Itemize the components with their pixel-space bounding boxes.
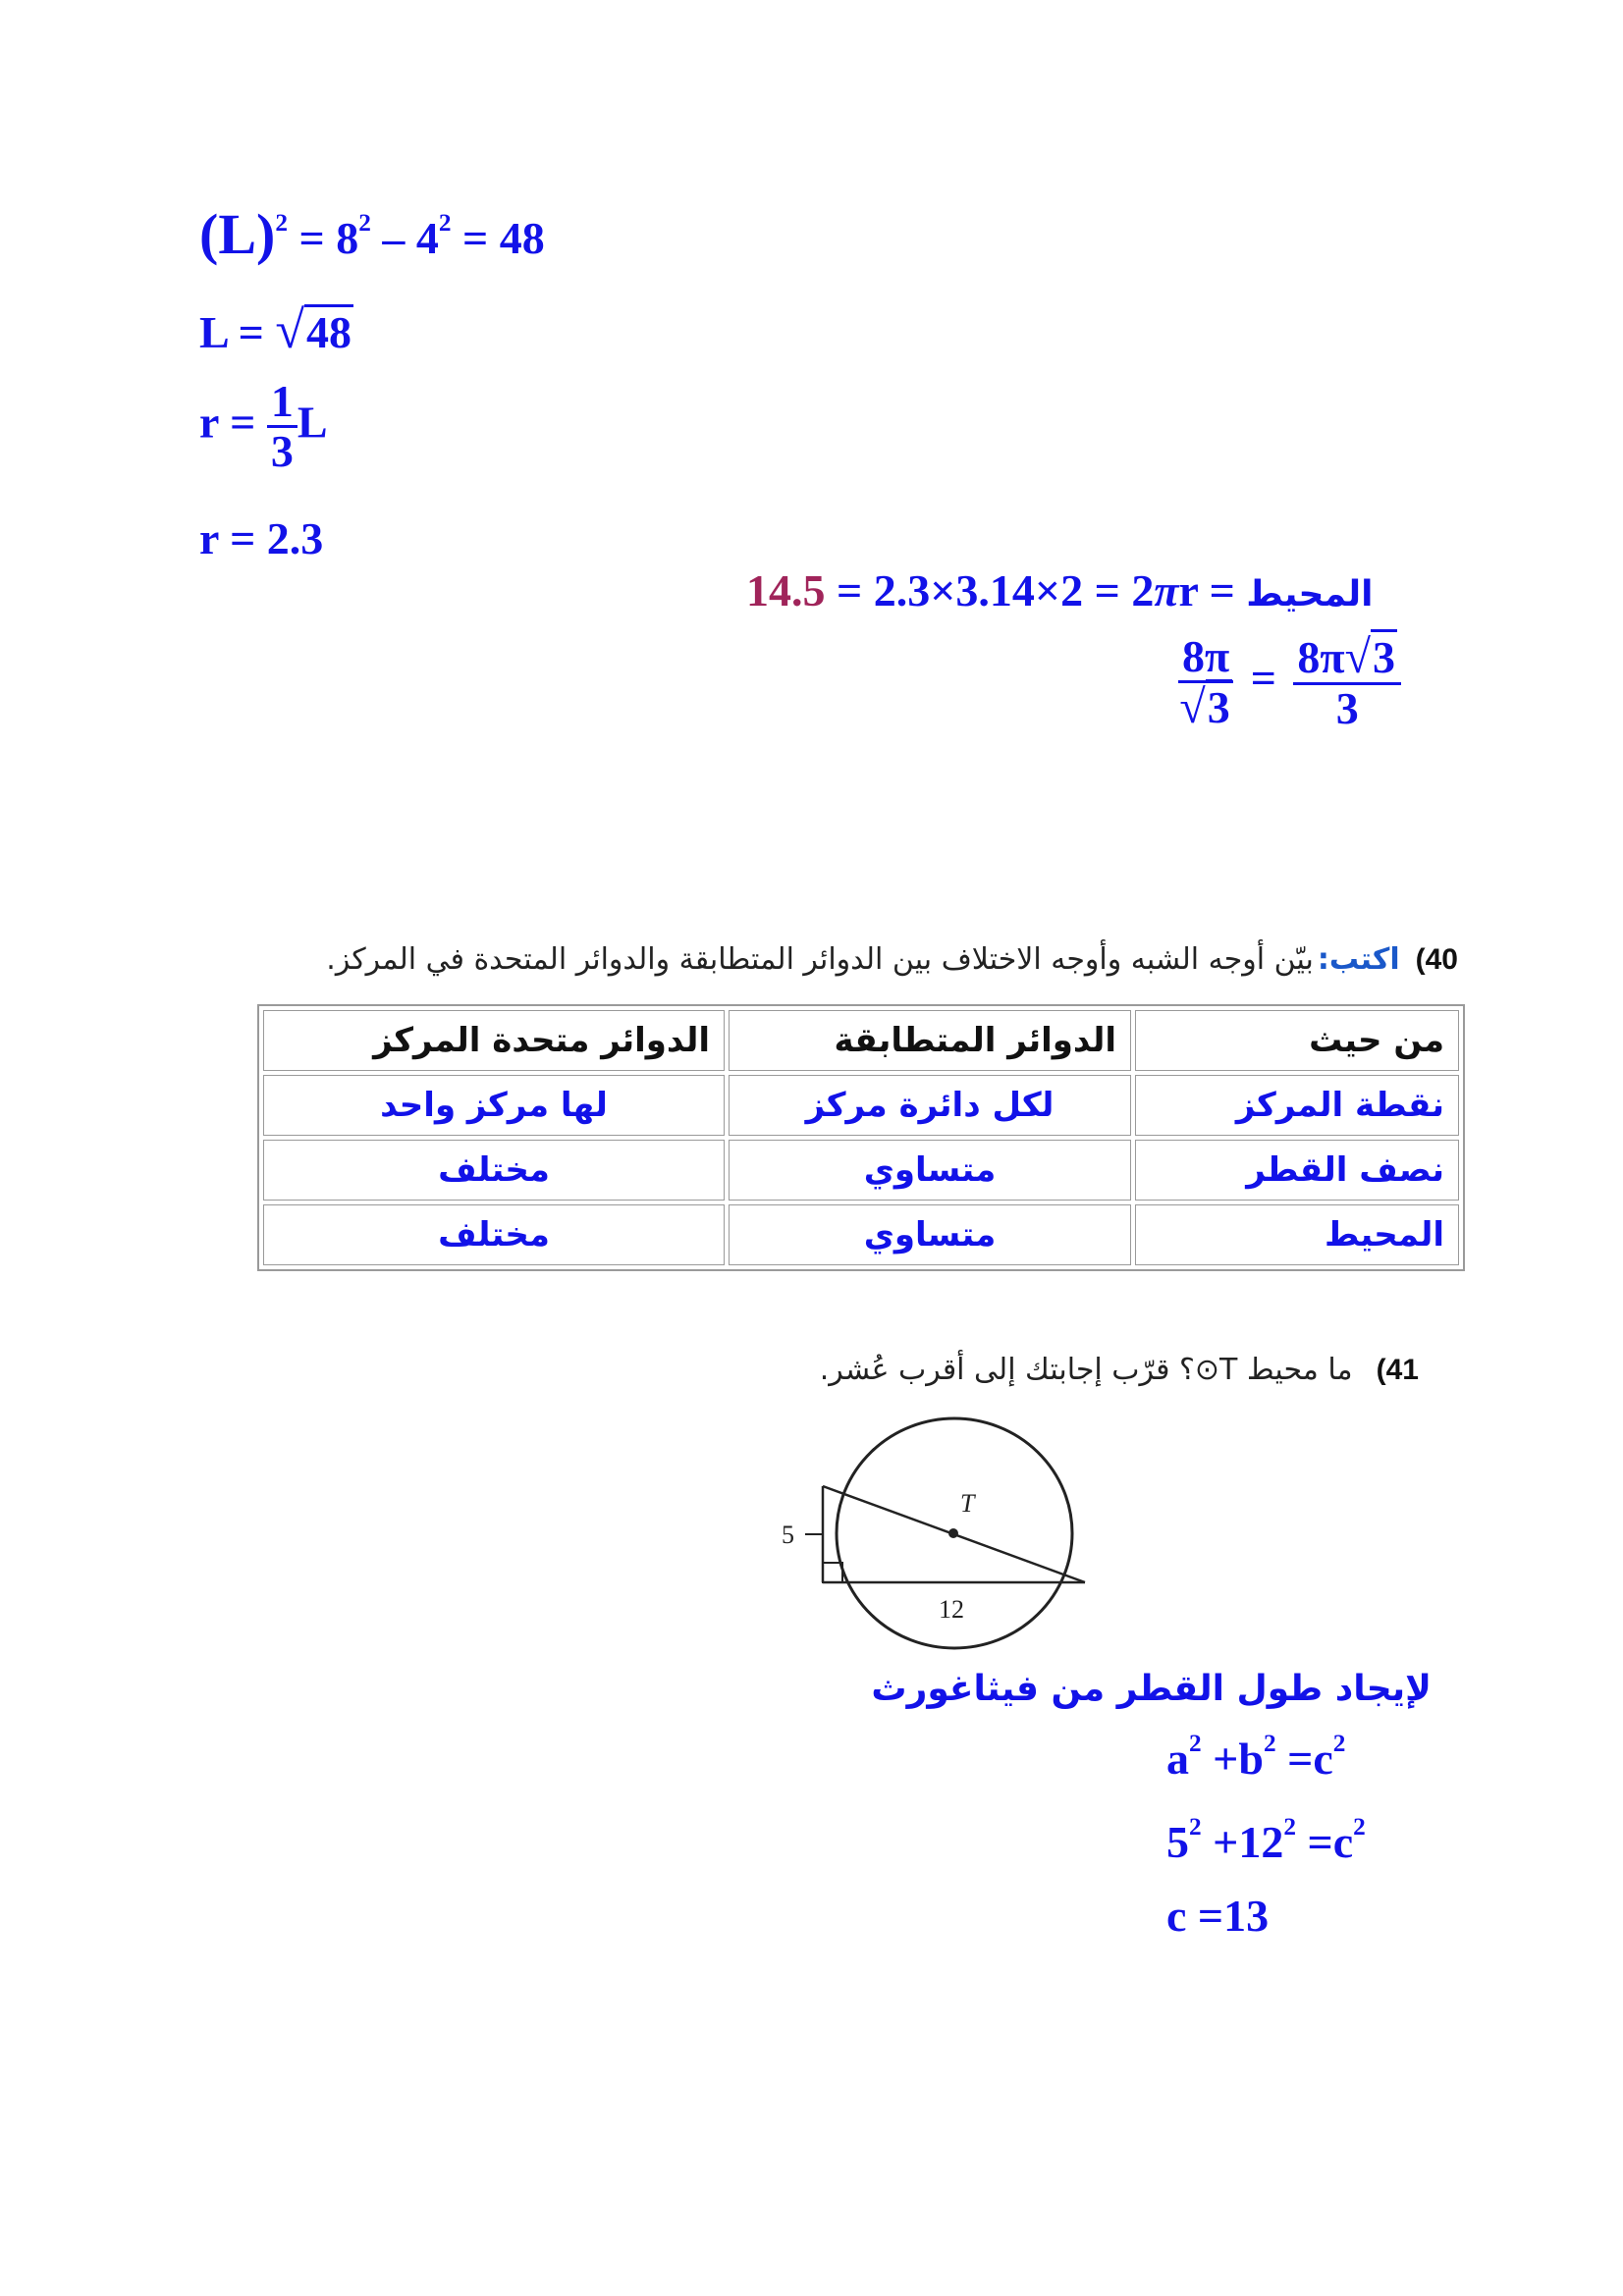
table-header: الدوائر متحدة المركز	[263, 1010, 725, 1071]
question-text: بيّن أوجه الشبه وأوجه الاختلاف بين الدوائر المتطابقة والدوائر المتحدة في المركز.	[326, 942, 1314, 977]
question-number: 41)	[1376, 1354, 1419, 1386]
comparison-table	[257, 1004, 1465, 1271]
table-cell: المحيط	[1135, 1204, 1459, 1265]
circumference-line: 14.5 = 2.3×3.14×2 = 2πr = المحيط	[746, 565, 1374, 615]
side-5-label: 5	[782, 1521, 794, 1549]
question-41	[820, 1353, 1419, 1387]
table-cell: مختلف	[263, 1204, 725, 1265]
result-value: 14.5	[746, 565, 826, 615]
table-cell: نقطة المركز	[1135, 1075, 1459, 1136]
side-12-label: 12	[939, 1595, 964, 1624]
table-cell: متساوي	[729, 1204, 1131, 1265]
right-angle-mark	[823, 1563, 842, 1582]
eq-line-3: r = $\frac{1}{3}$ L	[199, 376, 328, 477]
center-label: T	[960, 1489, 975, 1518]
question-40	[326, 942, 1458, 977]
table-row	[263, 1075, 1459, 1136]
table-cell: مختلف	[263, 1140, 725, 1201]
table-header: من حيث	[1135, 1010, 1459, 1071]
question-text: ما محيط T⊙؟ قرّب إجابتك إلى أقرب عُشر.	[819, 1353, 1353, 1387]
rationalize-eq: $\frac{8\pi}{√3}$ = $\frac{8\pi√3}{3}$	[1178, 633, 1401, 733]
circle-figure	[766, 1414, 1119, 1669]
table-header: الدوائر المتطابقة	[729, 1010, 1131, 1071]
eq-line-1: $(L)^2 = 8^2 - 4^2 = 48$	[199, 202, 545, 266]
pythagoras-step-2: $5^2 +12^2 =c^2$	[1166, 1813, 1366, 1867]
center-point	[948, 1528, 958, 1538]
pythagoras-heading: لإيجاد طول القطر من فيثاغورث	[871, 1669, 1432, 1709]
table-row	[263, 1204, 1459, 1265]
table-cell: متساوي	[729, 1140, 1131, 1201]
table-cell: نصف القطر	[1135, 1140, 1459, 1201]
question-keyword: اكتب:	[1317, 942, 1400, 977]
table-cell: لكل دائرة مركز	[729, 1075, 1131, 1136]
circumference-label: المحيط	[1246, 574, 1374, 614]
table-cell: لها مركز واحد	[263, 1075, 725, 1136]
pythagoras-step-1: $a^2 +b^2 =c^2$	[1166, 1730, 1346, 1784]
pythagoras-step-3: c =13	[1166, 1891, 1270, 1941]
eq-line-2: L = √48	[199, 300, 352, 359]
eq-line-4: r = 2.3	[199, 513, 324, 563]
table-header-row	[263, 1010, 1459, 1071]
question-number: 40)	[1415, 943, 1458, 976]
table-row	[263, 1140, 1459, 1201]
